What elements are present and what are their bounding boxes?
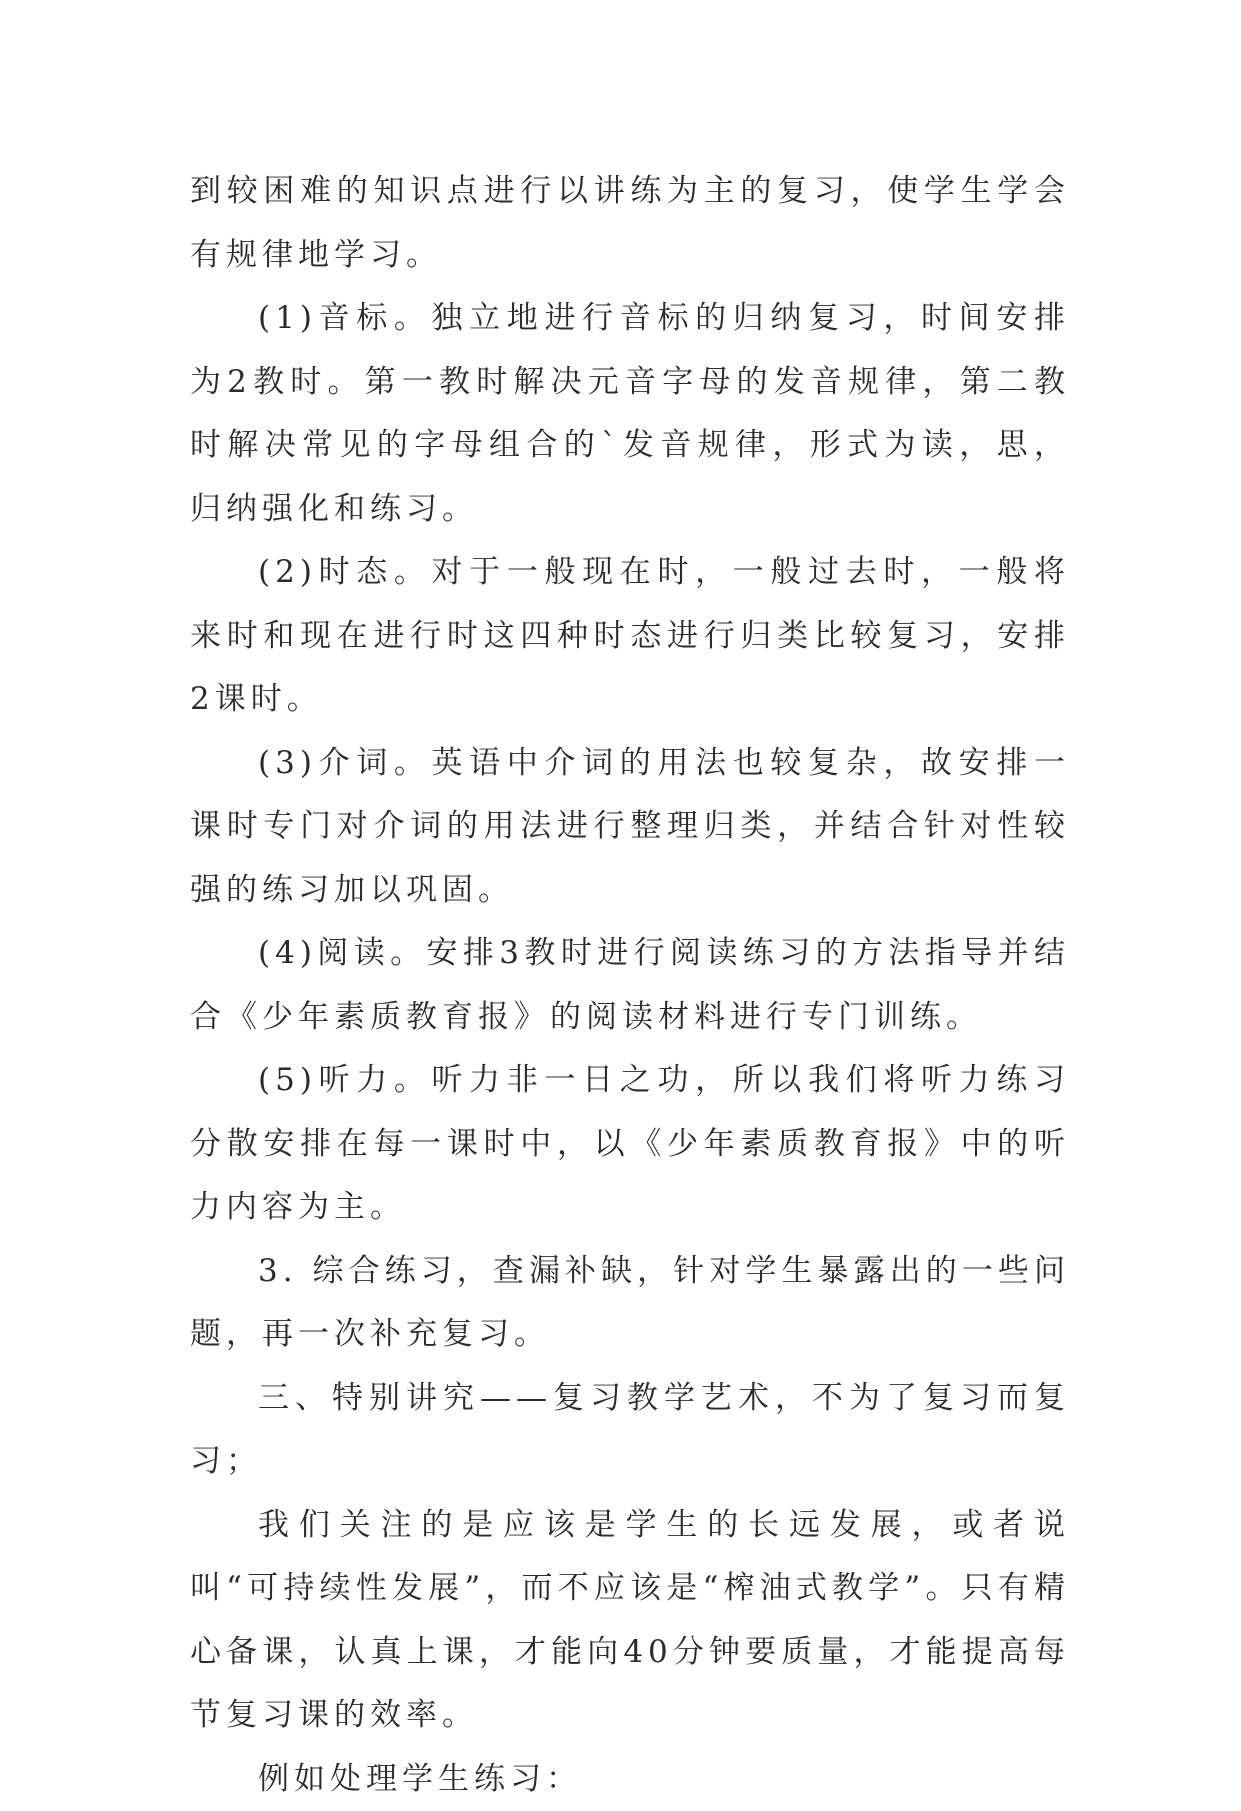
paragraph-continuation: 到较困难的知识点进行以讲练为主的复习，使学生学会有规律地学习。 bbox=[190, 160, 1070, 287]
section-heading-three: 三、特别讲究——复习教学艺术，不为了复习而复习； bbox=[190, 1367, 1070, 1494]
paragraph-tenses: (2)时态。对于一般现在时，一般过去时，一般将来时和现在进行时这四种时态进行归类比较复习，安排2课时。 bbox=[190, 541, 1070, 732]
paragraph-prepositions: (3)介词。英语中介词的用法也较复杂，故安排一课时专门对介词的用法进行整理归类，并结合针对性较强的练习加以巩固。 bbox=[190, 732, 1070, 923]
paragraph-comprehensive-practice: 3. 综合练习，查漏补缺，针对学生暴露出的一些问题，再一次补充复习。 bbox=[190, 1240, 1070, 1367]
paragraph-example: 例如处理学生练习： bbox=[190, 1748, 1070, 1811]
document-body bbox=[190, 160, 1070, 1811]
paragraph-listening: (5)听力。听力非一日之功，所以我们将听力练习分散安排在每一课时中，以《少年素质教育报》中的听力内容为主。 bbox=[190, 1049, 1070, 1240]
paragraph-phonetics: (1)音标。独立地进行音标的归纳复习，时间安排为2教时。第一教时解决元音字母的发音规律，第二教时解决常见的字母组合的`发音规律，形式为读，思，归纳强化和练习。 bbox=[190, 287, 1070, 541]
paragraph-long-term-development: 我们关注的是应该是学生的长远发展，或者说叫“可持续性发展”，而不应该是“榨油式教学”。只有精心备课，认真上课，才能向40分钟要质量，才能提高每节复习课的效率。 bbox=[190, 1494, 1070, 1748]
paragraph-reading: (4)阅读。安排3教时进行阅读练习的方法指导并结合《少年素质教育报》的阅读材料进行专门训练。 bbox=[190, 922, 1070, 1049]
